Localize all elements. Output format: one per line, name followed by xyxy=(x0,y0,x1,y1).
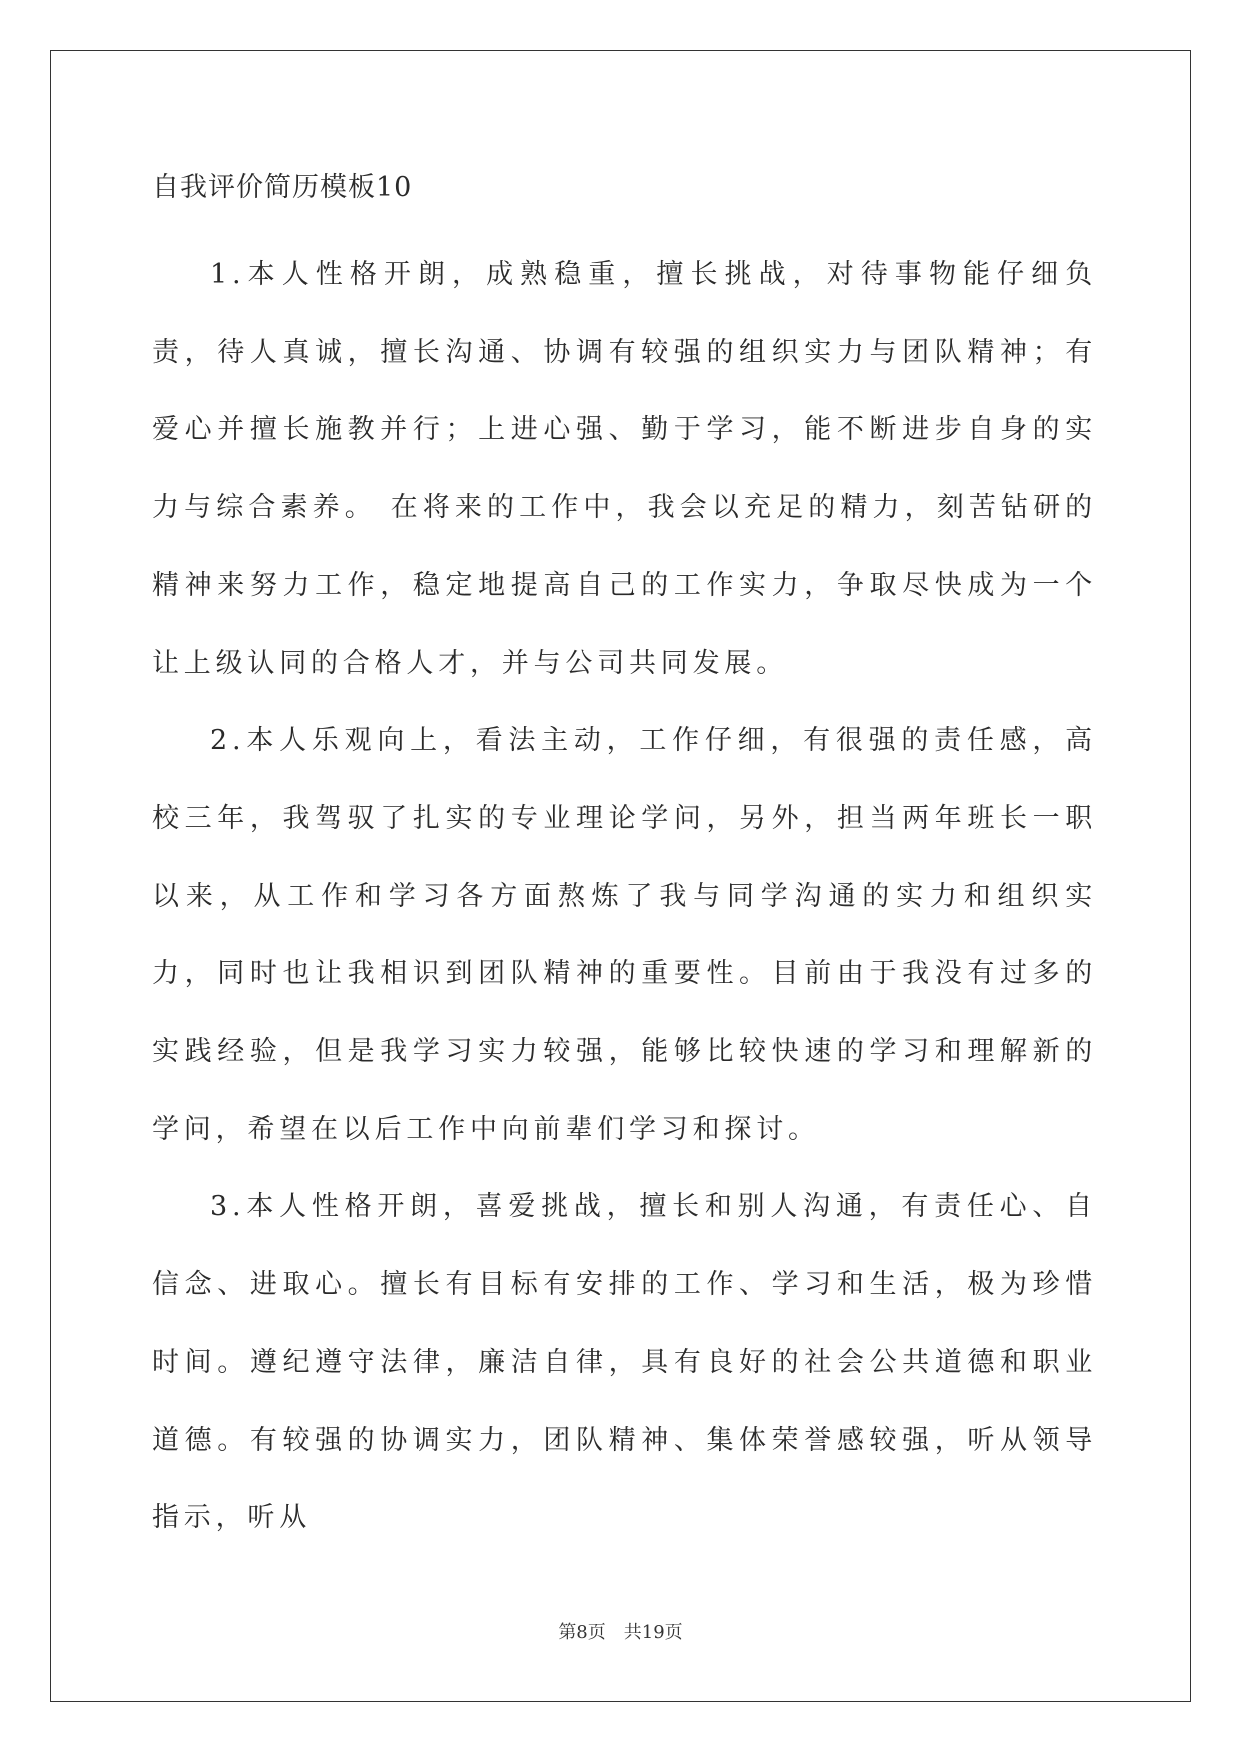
paragraph-1: 1.本人性格开朗，成熟稳重，擅长挑战，对待事物能仔细负责，待人真诚，擅长沟通、协调有较强的组织实力与团队精神；有爱心并擅长施教并行；上进心强、勤于学习，能不断进步自身的实力与综合素养。 在将来的工作中，我会以充足的精力，刻苦钻研的精神来努力工作，稳定地提高自己的工作实力，争取尽快成为一个让上级认同的合格人才，并与公司共同发展。 xyxy=(152,259,1097,679)
document-title: 自我评价简历模板10 xyxy=(152,172,413,203)
page-total: 共19页 xyxy=(623,1622,683,1643)
paragraph-2: 2.本人乐观向上，看法主动，工作仔细，有很强的责任感，高校三年，我驾驭了扎实的专业理论学问，另外，担当两年班长一职以来，从工作和学习各方面熬炼了我与同学沟通的实力和组织实力，同时也让我相识到团队精神的重要性。目前由于我没有过多的实践经验，但是我学习实力较强，能够比较快速的学习和理解新的学问，希望在以后工作中向前辈们学习和探讨。 xyxy=(152,725,1097,1145)
paragraph-3: 3.本人性格开朗，喜爱挑战，擅长和别人沟通，有责任心、自信念、进取心。擅长有目标有安排的工作、学习和生活，极为珍惜时间。遵纪遵守法律，廉洁自律，具有良好的社会公共道德和职业道德。有较强的协调实力，团队精神、集体荣誉感较强，听从领导指示，听从 xyxy=(152,1191,1097,1534)
page-number: 第8页 xyxy=(558,1622,606,1643)
document-body xyxy=(152,168,1097,1557)
page-footer xyxy=(0,1621,1241,1645)
